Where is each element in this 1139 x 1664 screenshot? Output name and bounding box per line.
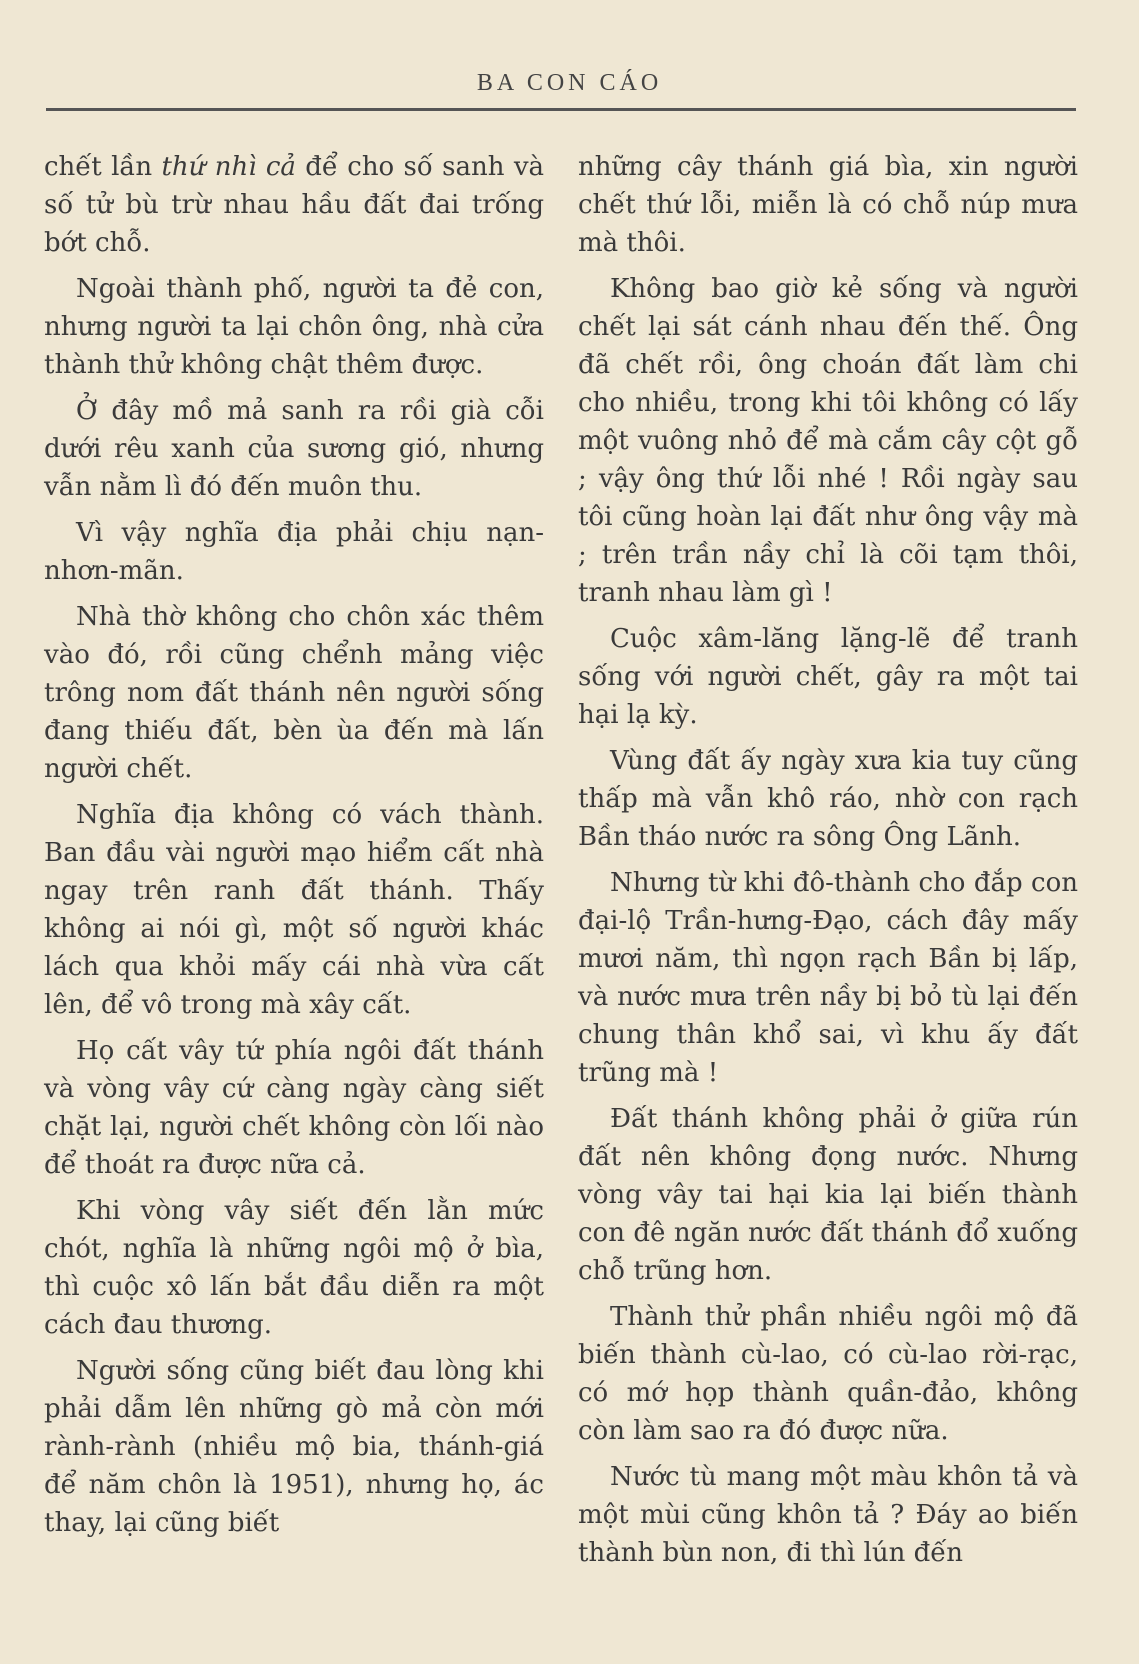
- right-column: [578, 148, 1078, 1572]
- paragraph: Họ cất vây tứ phía ngôi đất thánh và vòng vây cứ càng ngày càng siết chặt lại, người chết không còn lối nào để thoát ra được nữa cả.: [44, 1036, 544, 1180]
- paragraph: Khi vòng vây siết đến lằn mức chót, nghĩa là những ngôi mộ ở bìa, thì cuộc xô lấn bắt đầu diễn ra một cách đau thương.: [44, 1196, 544, 1340]
- paragraph: Nghĩa địa không có vách thành. Ban đầu vài người mạo hiểm cất nhà ngay trên ranh đất thánh. Thấy không ai nói gì, một số người khác lách qua khỏi mấy cái nhà vừa cất lên, để vô trong mà xây cất.: [44, 800, 544, 1020]
- paragraph: Đất thánh không phải ở giữa rún đất nên không đọng nước. Nhưng vòng vây tai hại kia lại biến thành con đê ngăn nước đất thánh đổ xuống chỗ trũng hơn.: [578, 1104, 1078, 1286]
- paragraph: Người sống cũng biết đau lòng khi phải dẫm lên những gò mả còn mới rành-rành (nhiều mộ bia, thánh-giá để năm chôn là 1951), nhưng họ, ác thay, lại cũng biết: [44, 1356, 544, 1538]
- header-rule: [46, 108, 1076, 111]
- paragraph: những cây thánh giá bìa, xin người chết thứ lỗi, miễn là có chỗ núp mưa mà thôi.: [578, 152, 1078, 258]
- left-column: [44, 148, 544, 1542]
- paragraph: Ở đây mồ mả sanh ra rồi già cỗi dưới rêu xanh của sương gió, nhưng vẫn nằm lì đó đến muôn thu.: [44, 396, 544, 502]
- paragraph: Nhà thờ không cho chôn xác thêm vào đó, rồi cũng chểnh mảng việc trông nom đất thánh nên người sống đang thiếu đất, bèn ùa đến mà lấn người chết.: [44, 602, 544, 784]
- paragraph: Thành thử phần nhiều ngôi mộ đã biến thành cù-lao, có cù-lao rời-rạc, có mớ họp thành quần-đảo, không còn làm sao ra đó được nữa.: [578, 1302, 1078, 1446]
- paragraph: Nhưng từ khi đô-thành cho đắp con đại-lộ Trần-hưng-Đạo, cách đây mấy mươi năm, thì ngọn rạch Bần bị lấp, và nước mưa trên nầy bị bỏ tù lại đến chung thân khổ sai, vì khu ấy đất trũng mà !: [578, 868, 1078, 1088]
- paragraph: Ngoài thành phố, người ta đẻ con, nhưng người ta lại chôn ông, nhà cửa thành thử không chật thêm được.: [44, 274, 544, 380]
- paragraph: Không bao giờ kẻ sống và người chết lại sát cánh nhau đến thế. Ông đã chết rồi, ông choán đất làm chi cho nhiều, trong khi tôi không có lấy một vuông nhỏ để mà cắm cây cột gỗ ; vậy ông thứ lỗi nhé ! Rồi ngày sau tôi cũng hoàn lại đất như ông vậy mà ; trên trần nầy chỉ là cõi tạm thôi, tranh nhau làm gì !: [578, 274, 1078, 608]
- paragraph: Vùng đất ấy ngày xưa kia tuy cũng thấp mà vẫn khô ráo, nhờ con rạch Bần tháo nước ra sông Ông Lãnh.: [578, 746, 1078, 852]
- running-title: BA CON CÁO: [476, 70, 663, 96]
- paragraph: chết lần thứ nhì cả để cho số sanh và số tử bù trừ nhau hầu đất đai trống bớt chỗ.: [44, 152, 545, 258]
- paragraph: Cuộc xâm-lăng lặng-lẽ để tranh sống với người chết, gây ra một tai hại lạ kỳ.: [578, 624, 1078, 730]
- emphasis-text: thứ nhì cả: [161, 152, 296, 182]
- paragraph: Nước tù mang một màu khôn tả và một mùi cũng khôn tả ? Đáy ao biến thành bùn non, đi thì lún đến: [578, 1462, 1078, 1568]
- paragraph: Vì vậy nghĩa địa phải chịu nạn-nhơn-mãn.: [44, 518, 544, 586]
